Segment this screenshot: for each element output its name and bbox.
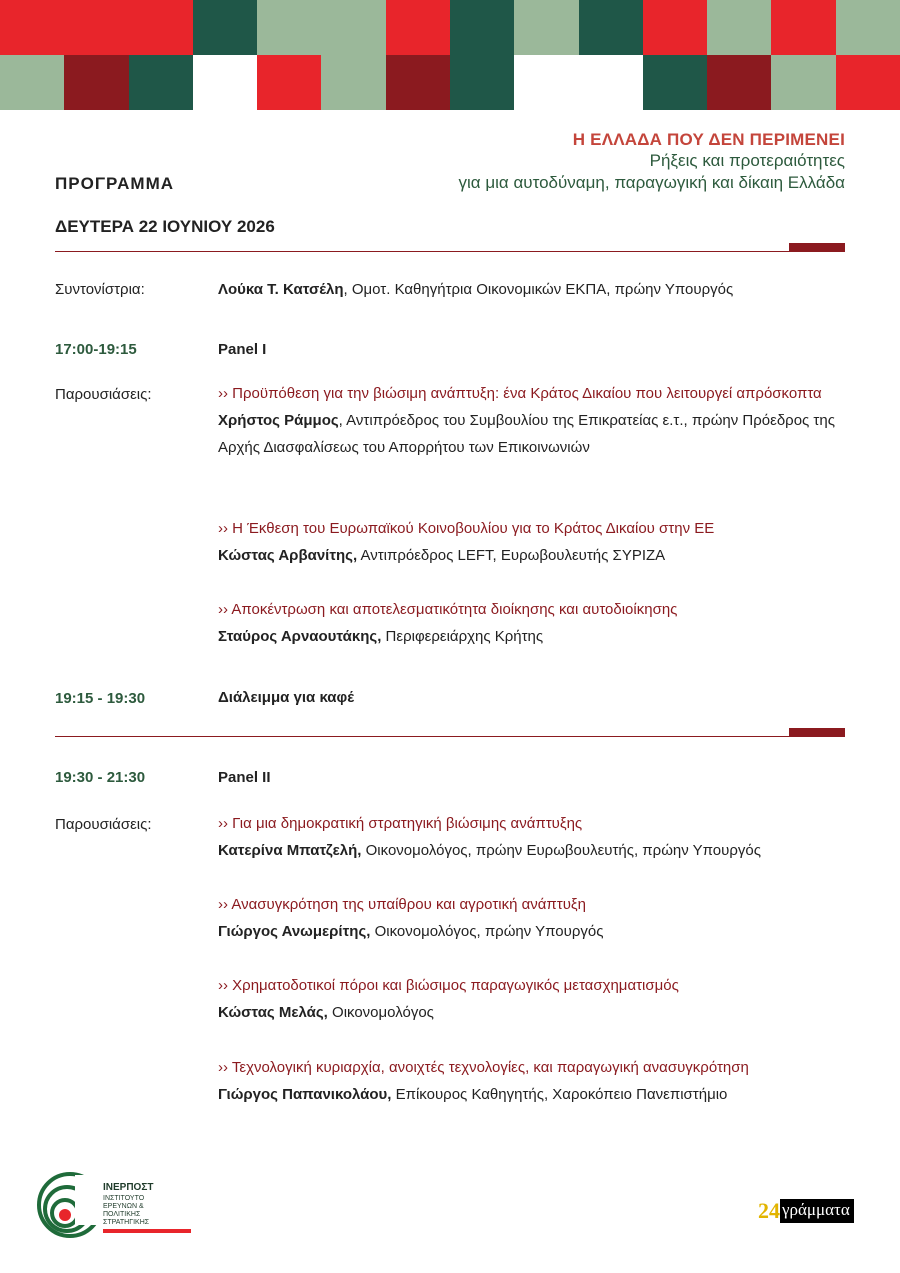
speaker-name: Χρήστος Ράμμος [218,412,339,429]
logo-word: γράμματα [780,1199,854,1223]
event-title: Η ΕΛΛΑΔΑ ΠΟΥ ΔΕΝ ΠΕΡΙΜΕΝΕΙ [572,130,845,149]
mosaic-tile [836,55,900,110]
panel2-presentations-label: Παρουσιάσεις: [55,816,152,833]
panel1-title: Panel I [218,341,267,358]
break-time: 19:15 - 19:30 [55,690,146,707]
mosaic-tile [450,0,515,55]
speaker-name: Γιώργος Ανωμερίτης, [218,923,371,940]
mosaic-tile [771,55,836,110]
speaker-desc: Οικονομολόγος [327,1004,434,1021]
mosaic-tile [193,55,258,110]
inerpost-logo [35,1165,195,1240]
header-mosaic [0,0,900,110]
moderator-desc: , Ομοτ. Καθηγήτρια Οικονομικών ΕΚΠΑ, πρώην Υπουργός [343,281,734,298]
mosaic-tile [514,0,579,55]
panel1-time: 17:00-19:15 [55,341,137,358]
mosaic-tile [129,55,194,110]
inerpost-full-name: ΙΝΣΤΙΤΟΥΤΟ ΕΡΕΥΝΩΝ & ΠΟΛΙΤΙΚΗΣ ΣΤΡΑΤΗΓΙΚΗΣ [103,1195,150,1226]
mosaic-tile [579,55,644,110]
speaker-desc: Οικονομολόγος, πρώην Ευρωβουλευτής, πρώην Υπουργός [361,842,761,859]
speaker-name: Κατερίνα Μπατζελή, [218,842,362,859]
inerpost-name: ΙΝΕΡΠΟΣΤ [103,1182,154,1193]
mosaic-tile [643,55,708,110]
program-label: ΠΡΟΓΡΑΜΜΑ [55,174,175,193]
mosaic-tile [836,0,900,55]
mosaic-tile [579,0,644,55]
moderator-label: Συντονίστρια: [55,281,145,298]
mosaic-tile [450,55,515,110]
divider-line [55,251,845,252]
speaker-desc: Επίκουρος Καθηγητής, Χαροκόπειο Πανεπιστήμιο [391,1086,728,1103]
speaker-name: Κώστας Αρβανίτης, [218,547,358,564]
presentation-topic: ›› Χρηματοδοτικοί πόροι και βιώσιμος παραγωγικός μετασχηματισμός [218,977,679,994]
speaker-desc: Περιφερειάρχης Κρήτης [381,628,544,645]
divider-line [55,736,845,737]
mosaic-tile [321,55,386,110]
mosaic-tile [64,55,129,110]
speaker-name: Γιώργος Παπανικολάου, [218,1086,392,1103]
24grammata-logo [758,1199,854,1223]
break-title: Διάλειμμα για καφέ [218,689,355,706]
mosaic-tile [129,0,194,55]
speaker-desc: Αντιπρόεδρος LEFT, Ευρωβουλευτής ΣΥΡΙΖΑ [357,547,666,564]
mosaic-tile [386,55,451,110]
event-header [459,130,845,194]
speaker-name: Σταύρος Αρναουτάκης, [218,628,382,645]
panel2-title: Panel II [218,769,271,786]
mosaic-tile [707,0,772,55]
speaker-name: Κώστας Μελάς, [218,1004,328,1021]
panel2-item-4 [218,1054,848,1108]
panel1-item-3 [218,596,848,650]
mosaic-tile [643,0,708,55]
event-subtitle-line2: για μια αυτοδύναμη, παραγωγική και δίκαιη Ελλάδα [458,173,845,192]
presentation-topic: ›› Ανασυγκρότηση της υπαίθρου και αγροτική ανάπτυξη [218,896,586,913]
inerpost-red-bar [103,1229,191,1233]
speaker-desc: Οικονομολόγος, πρώην Υπουργός [370,923,604,940]
panel1-presentations-label: Παρουσιάσεις: [55,386,152,403]
mosaic-tile [193,0,258,55]
mosaic-tile [707,55,772,110]
divider-accent-block [789,728,845,737]
mosaic-tile [386,0,451,55]
presentation-topic: ›› Για μια δημοκρατική στρατηγική βιώσιμης ανάπτυξης [218,815,583,832]
mosaic-tile [64,0,129,55]
day-label: ΔΕΥΤΕΡΑ 22 ΙΟΥΝΙΟΥ 2026 [55,217,275,236]
mosaic-tile [514,55,579,110]
panel2-item-2 [218,891,848,945]
logo-number: 24 [758,1198,780,1223]
presentation-topic: ›› Αποκέντρωση και αποτελεσματικότητα διοίκησης και αυτοδιοίκησης [218,601,678,618]
panel1-item-1 [218,380,848,461]
mosaic-tile [257,0,322,55]
inerpost-emblem-icon [35,1165,105,1240]
presentation-topic: ›› Η Έκθεση του Ευρωπαϊκού Κοινοβουλίου για το Κράτος Δικαίου στην ΕΕ [218,520,715,537]
panel2-item-1 [218,810,848,864]
presentation-topic: ›› Προϋπόθεση για την βιώσιμη ανάπτυξη: ένα Κράτος Δικαίου που λειτουργεί απρόσκοπτα [218,385,822,402]
moderator-name: Λούκα Τ. Κατσέλη [218,281,344,298]
panel2-time: 19:30 - 21:30 [55,769,146,786]
mosaic-tile [321,0,386,55]
mosaic-tile [257,55,322,110]
moderator-info [218,276,848,303]
presentation-topic: ›› Τεχνολογική κυριαρχία, ανοιχτές τεχνολογίες, και παραγωγική ανασυγκρότηση [218,1059,749,1076]
mosaic-tile [771,0,836,55]
panel1-item-2 [218,515,848,569]
event-subtitle-line1: Ρήξεις και προτεραιότητες [649,151,845,170]
mosaic-tile [0,55,65,110]
panel2-item-3 [218,972,848,1026]
divider-accent-block [789,243,845,252]
speaker-desc: , Αντιπρόεδρος του Συμβουλίου της Επικρατείας ε.τ., πρώην Πρόεδρος της Αρχής Διασφαλίσεως του Απορρήτου των Επικοινωνιών [218,412,835,456]
mosaic-tile [0,0,65,55]
